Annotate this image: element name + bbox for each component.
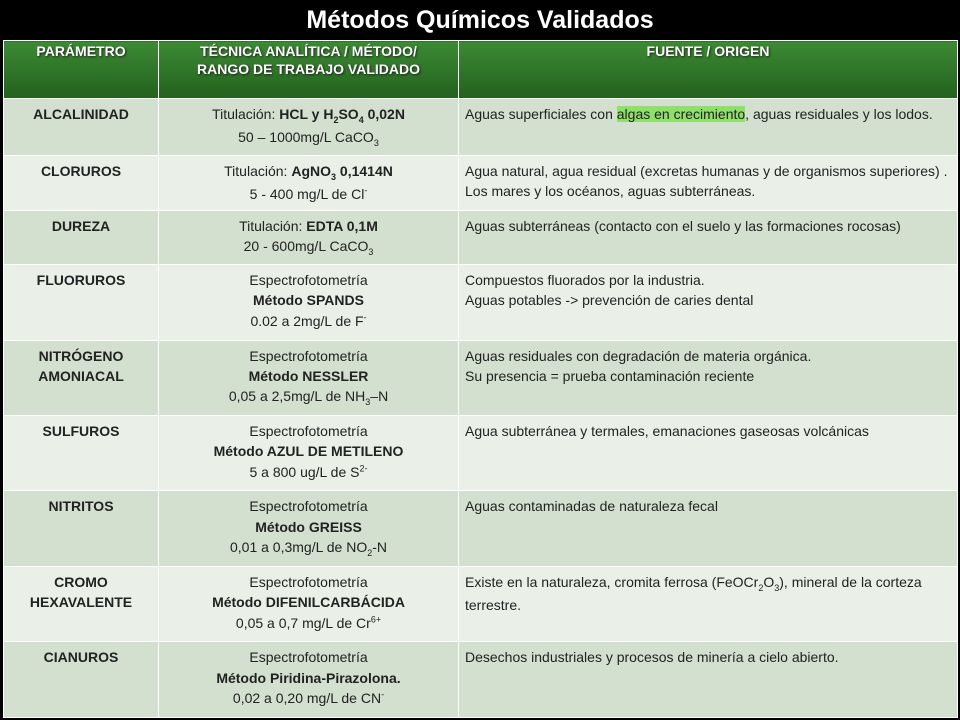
- table-row: [4, 340, 958, 415]
- technique-cell: Espectrofotometría Método DIFENILCARBÁCIDA 0,05 a 0,7 mg/L de $Cr^{6+}$: [159, 566, 459, 641]
- param-cell: NITRÓGENO AMONIACAL: [4, 340, 159, 415]
- param-cell: NITRITOS: [4, 491, 159, 566]
- header-source: FUENTE / ORIGEN: [459, 41, 958, 99]
- source-cell: Agua natural, agua residual (excretas humanas y de organismos superiores) . Los mares y los océanos, aguas subterráneas.: [459, 156, 958, 210]
- source-cell: Compuestos fluorados por la industria. Aguas potables -> prevención de caries dental: [459, 265, 958, 340]
- technique-cell: Titulación: HCL y $H_2SO_4$ 0,02N 50 – 1000mg/L CaCO$_3$: [159, 99, 459, 156]
- source-cell: Aguas residuales con degradación de materia orgánica. Su presencia = prueba contaminación reciente: [459, 340, 958, 415]
- table-header-row: [4, 41, 958, 99]
- source-cell: Agua subterránea y termales, emanaciones gaseosas volcánicas: [459, 415, 958, 490]
- source-cell: Desechos industriales y procesos de minería a cielo abierto.: [459, 642, 958, 718]
- technique-cell: Titulación: AgNO$_3$ 0,1414N 5 - 400 mg/L de Cl-: [159, 156, 459, 210]
- header-param: PARÁMETRO: [4, 41, 159, 99]
- source-cell: Existe en la naturaleza, cromita ferrosa $(FeOCr_2O_3)$, mineral de la corteza terrestre.: [459, 566, 958, 641]
- table-row: [4, 99, 958, 156]
- methods-table: [3, 40, 958, 718]
- param-cell: FLUORUROS: [4, 265, 159, 340]
- table-row: [4, 265, 958, 340]
- param-cell: SULFUROS: [4, 415, 159, 490]
- table-row: [4, 566, 958, 641]
- header-technique: TÉCNICA ANALÍTICA / MÉTODO/ RANGO DE TRABAJO VALIDADO: [159, 41, 459, 99]
- technique-cell: Titulación: EDTA 0,1M 20 - 600mg/L CaCO$_3$: [159, 210, 459, 264]
- table-row: [4, 156, 958, 210]
- source-cell: Aguas superficiales con algas en crecimiento, aguas residuales y los lodos.: [459, 99, 958, 156]
- highlighted-text: algas en crecimiento: [616, 106, 746, 122]
- param-cell: CLORUROS: [4, 156, 159, 210]
- table-row: [4, 210, 958, 264]
- page-title: Métodos Químicos Validados: [306, 5, 654, 34]
- param-cell: ALCALINIDAD: [4, 99, 159, 156]
- technique-cell: Espectrofotometría Método AZUL DE METILENO 5 a 800 ug/L de $S^{2-}$: [159, 415, 459, 490]
- param-cell: CROMO HEXAVALENTE: [4, 566, 159, 641]
- source-cell: Aguas subterráneas (contacto con el suelo y las formaciones rocosas): [459, 210, 958, 264]
- source-cell: Aguas contaminadas de naturaleza fecal: [459, 491, 958, 566]
- param-cell: CIANUROS: [4, 642, 159, 718]
- technique-cell: Espectrofotometría Método NESSLER 0,05 a 2,5mg/L de $NH_3-N$: [159, 340, 459, 415]
- technique-cell: Espectrofotometría Método SPANDS 0.02 a 2mg/L de F-: [159, 265, 459, 340]
- technique-cell: Espectrofotometría Método GREISS 0,01 a 0,3mg/L de $NO_2-N$: [159, 491, 459, 566]
- table-row: [4, 642, 958, 718]
- table-row: [4, 491, 958, 566]
- technique-cell: Espectrofotometría Método Piridina-Pirazolona. 0,02 a 0,20 mg/L de CN-: [159, 642, 459, 718]
- table-row: [4, 415, 958, 490]
- param-cell: DUREZA: [4, 210, 159, 264]
